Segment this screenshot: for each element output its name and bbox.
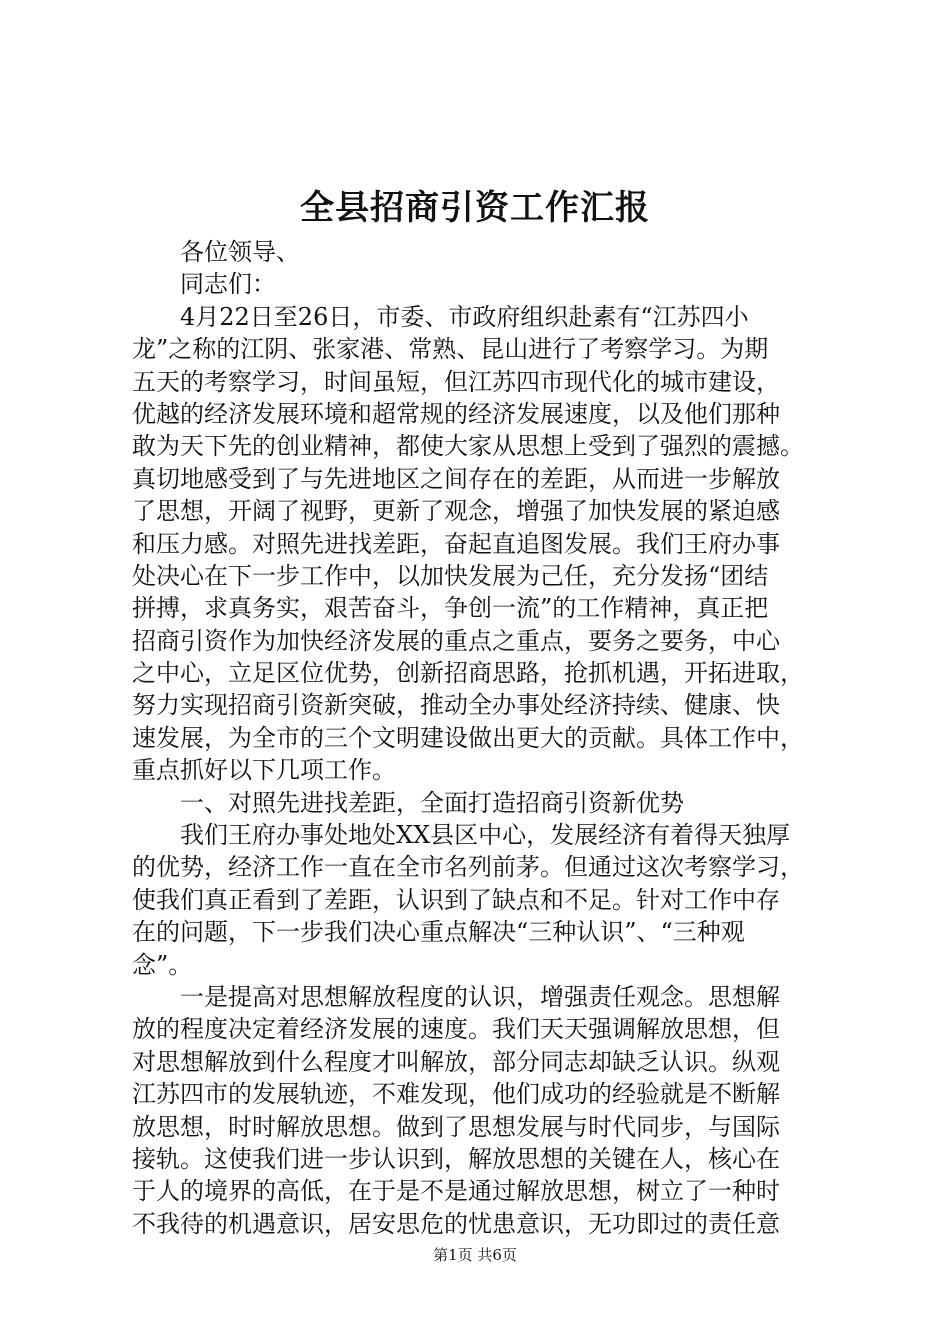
text-line: 招商引资作为加快经济发展的重点之重点，要务之要务，中心 xyxy=(132,626,780,655)
document-title: 全县招商引资工作汇报 xyxy=(300,188,650,228)
text-line: 念”。 xyxy=(132,950,193,979)
text-line: 了思想，开阔了视野，更新了观念，增强了加快发展的紧迫感 xyxy=(132,497,780,526)
text-line: 优越的经济发展环境和超常规的经济发展速度，以及他们那种 xyxy=(132,399,780,428)
text-line: 放思想，时时解放思想。做到了思想发展与时代同步，与国际 xyxy=(132,1112,780,1141)
text-line: 于人的境界的高低，在于是不是通过解放思想，树立了一种时 xyxy=(132,1177,780,1206)
text-line: 不我待的机遇意识，居安思危的忧患意识，无功即过的责任意 xyxy=(132,1209,780,1238)
page-footer: 第1页 共6页 xyxy=(433,1246,517,1264)
text-line: 对思想解放到什么程度才叫解放，部分同志却缺乏认识。纵观 xyxy=(132,1047,780,1076)
text-line: 使我们真正看到了差距，认识到了缺点和不足。针对工作中存 xyxy=(132,885,780,914)
text-line: 同志们： xyxy=(180,270,276,299)
text-line: 的优势，经济工作一直在全市名列前茅。但通过这次考察学习， xyxy=(132,853,804,882)
text-line: 一是提高对思想解放程度的认识，增强责任观念。思想解 xyxy=(180,982,780,1011)
text-line: 重点抓好以下几项工作。 xyxy=(132,756,396,785)
text-line: 真切地感受到了与先进地区之间存在的差距，从而进一步解放 xyxy=(132,464,780,493)
text-line: 之中心，立足区位优势，创新招商思路，抢抓机遇，开拓进取， xyxy=(132,659,804,688)
text-line: 放的程度决定着经济发展的速度。我们天天强调解放思想，但 xyxy=(132,1015,780,1044)
text-line: 4月22日至26日，市委、市政府组织赴素有“江苏四小 xyxy=(180,302,749,331)
text-line: 速发展，为全市的三个文明建设做出更大的贡献。具体工作中， xyxy=(132,723,804,752)
text-line: 努力实现招商引资新突破，推动全办事处经济持续、健康、快 xyxy=(132,691,780,720)
text-line: 我们王府办事处地处XX县区中心，发展经济有着得天独厚 xyxy=(180,821,791,850)
text-line: 和压力感。对照先进找差距，奋起直追图发展。我们王府办事 xyxy=(132,529,780,558)
text-line: 接轨。这使我们进一步认识到，解放思想的关键在人，核心在 xyxy=(132,1144,780,1173)
text-line: 在的问题，下一步我们决心重点解决“三种认识”、“三种观 xyxy=(132,918,745,947)
text-line: 处决心在下一步工作中，以加快发展为己任，充分发扬“团结 xyxy=(132,561,769,590)
text-line: 一、对照先进找差距，全面打造招商引资新优势 xyxy=(180,788,684,817)
text-line: 龙”之称的江阴、张家港、常熟、昆山进行了考察学习。为期 xyxy=(132,335,769,364)
text-line: 敢为天下先的创业精神，都使大家从思想上受到了强烈的震撼。 xyxy=(132,432,804,461)
text-line: 拼搏，求真务实，艰苦奋斗，争创一流”的工作精神，真正把 xyxy=(132,594,769,623)
document-body xyxy=(132,236,842,1240)
text-line: 五天的考察学习，时间虽短，但江苏四市现代化的城市建设， xyxy=(132,367,780,396)
text-line: 各位领导、 xyxy=(180,238,300,266)
text-line: 江苏四市的发展轨迹，不难发现，他们成功的经验就是不断解 xyxy=(132,1080,780,1109)
